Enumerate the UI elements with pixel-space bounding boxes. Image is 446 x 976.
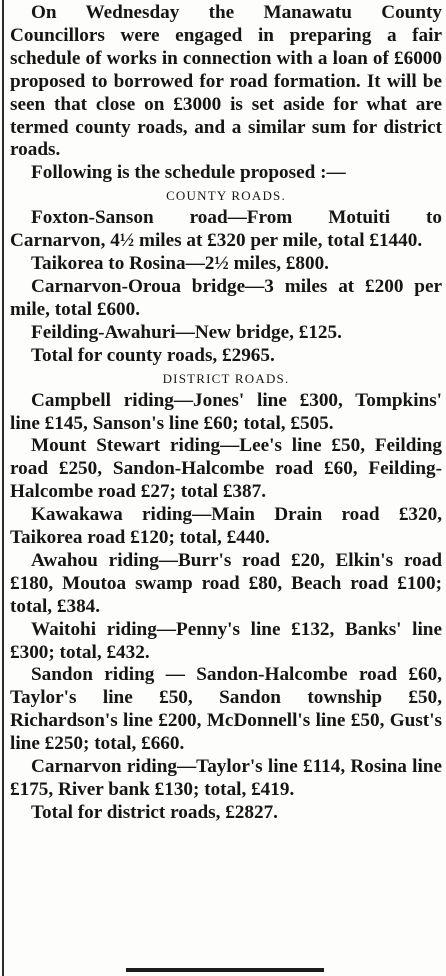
district-roads-total: Total for district roads, £2827. (31, 801, 278, 823)
district-roads-heading: DISTRICT ROADS. (162, 370, 290, 386)
schedule-entry: Kawakawa riding—Main Drain road £320, Taikorea road £120; total, £440. (10, 504, 442, 549)
schedule-entry: Awahou riding—Burr's road £20, Elkin's road £180, Moutoa swamp road £80, Beach road £100; total, £384. (10, 549, 442, 617)
schedule-entry: Campbell riding—Jones' line £300, Tompkins' line £145, Sanson's line £60; total, £505. (10, 389, 442, 434)
schedule-entry: Taikorea to Rosina—2½ miles, £800. (31, 253, 329, 275)
article-end-rule (126, 968, 324, 972)
intro-paragraph: On Wednesday the Manawatu County Councillors were engaged in preparing a fair schedule of works in connection with a loan of £6000 proposed to borrowed for road formation. It will be seen that close on £3000 is set aside for what are termed county roads, and a similar sum for district roads. (10, 2, 442, 161)
county-roads-total: Total for county roads, £2965. (31, 344, 275, 366)
schedule-entry: Carnarvon-Oroua bridge—3 miles at £200 per mile, total £600. (10, 275, 442, 320)
schedule-entry: Feilding-Awahuri—New bridge, £125. (31, 321, 342, 343)
schedule-entry: Carnarvon riding—Taylor's line £114, Rosina line £175, River bank £130; total, £419. (10, 756, 442, 800)
schedule-entry: Mount Stewart riding—Lee's line £50, Feilding road £250, Sandon-Halcombe road £60, Feilding-Halcombe road £27; total £387. (10, 435, 442, 503)
schedule-entry: Sandon riding — Sandon-Halcombe road £60, Taylor's line £50, Sandon township £50, Richardson's line £200, McDonnell's line £50, Gust's line £250; total, £660. (10, 664, 442, 755)
schedule-entry: Foxton-Sanson road—From Motuiti to Carnarvon, 4½ miles at £320 per mile, total £1440. (10, 207, 442, 252)
schedule-entry: Waitohi riding—Penny's line £132, Banks' line £300; total, £432. (10, 618, 442, 663)
schedule-intro-line: Following is the schedule proposed :— (31, 162, 346, 184)
column-rule (2, 0, 4, 976)
article-body (10, 2, 442, 825)
county-roads-heading: COUNTY ROADS. (166, 188, 286, 204)
